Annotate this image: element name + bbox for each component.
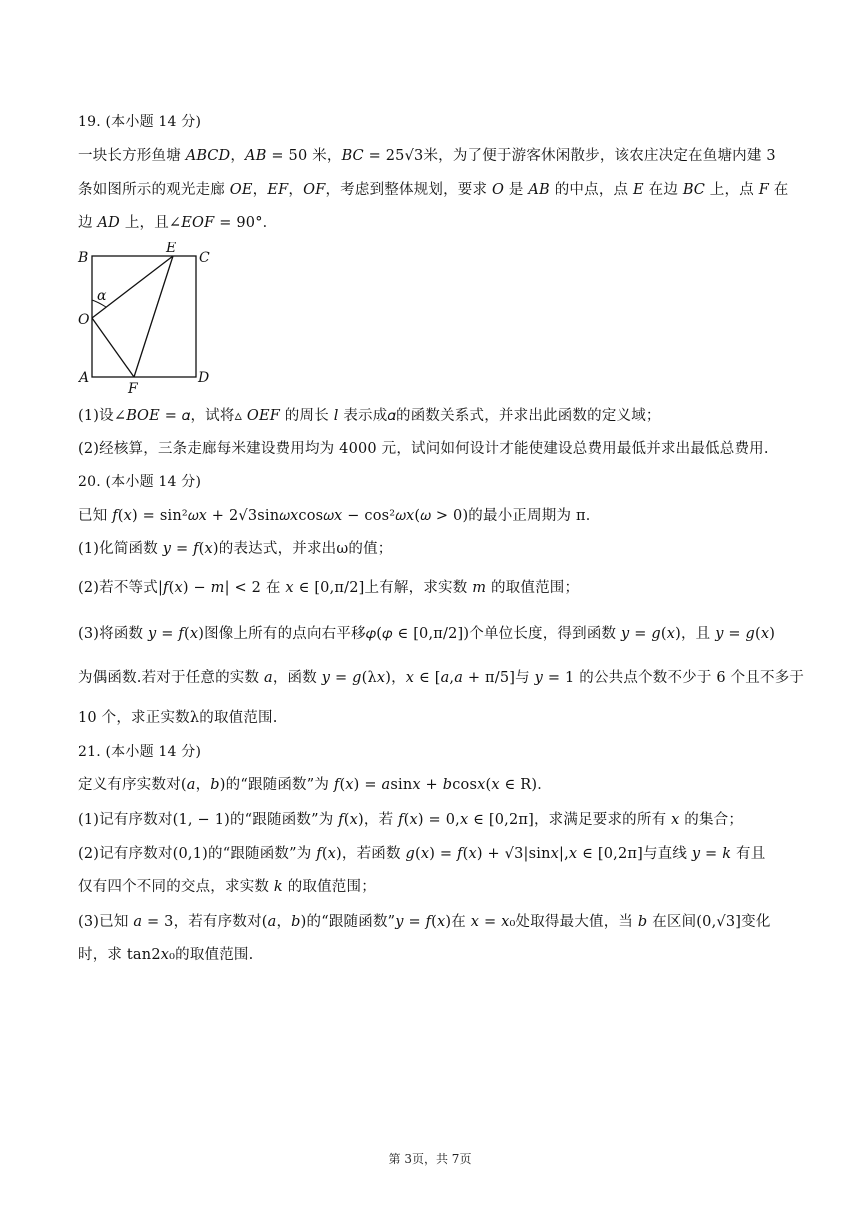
label-b: B: [78, 250, 89, 266]
q21-part-2-line-2: 仅有四个不同的交点，求实数 𝑘 的取值范围；: [78, 879, 376, 895]
page-footer: 第 3页，共 7页: [388, 1152, 472, 1166]
q20-part-1: (1)化简函数 𝑦 = 𝑓(𝑥)的表达式，并求出ω的值；: [78, 541, 393, 557]
label-a: A: [79, 370, 90, 386]
path-oe: [92, 256, 173, 318]
label-f: F: [128, 381, 138, 397]
q20-part-3-line-3: 10 个，求正实数λ的取值范围.: [78, 710, 278, 726]
path-of: [92, 318, 134, 377]
q21-part-1: (1)记有序数对(1, − 1)的“跟随函数”为 𝑓(𝑥)，若 𝑓(𝑥) = 0,𝑥 ∈ [0,2π]，求满足要求的所有 𝑥 的集合；: [78, 812, 744, 828]
pond-rectangle: [92, 256, 196, 377]
q19-stem-line-2: 条如图所示的观光走廊 𝑂𝐸，𝐸𝐹，𝑂𝐹，考虑到整体规划，要求 𝑂 是 𝐴𝐵 的中点，点 𝐸 在边 𝐵𝐶 上，点 𝐹 在: [78, 182, 789, 198]
q19-part-1: (1)设∠𝐵𝑂𝐸 = 𝛼，试将▵ 𝑂𝐸𝐹 的周长 𝑙 表示成𝛼的函数关系式，并求出此函数的定义域；: [78, 408, 661, 424]
q19-title: 19. (本小题 14 分): [78, 114, 202, 130]
q21-stem: 定义有序实数对(𝑎，𝑏)的“跟随函数”为 𝑓(𝑥) = 𝑎sin𝑥 + 𝑏cos𝑥(𝑥 ∈ R)．: [78, 777, 552, 793]
q20-part-2: (2)若不等式|𝑓(𝑥) − 𝑚| < 2 在 𝑥 ∈ [0,π/2]上有解，求实数 𝑚 的取值范围；: [78, 580, 580, 596]
q21-part-3-line-1: (3)已知 𝑎 = 3，若有序数对(𝑎，𝑏)的“跟随函数”𝑦 = 𝑓(𝑥)在 𝑥 = 𝑥₀处取得最大值，当 𝑏 在区间(0,√3]变化: [78, 914, 771, 930]
q19-stem-line-3: 边 𝐴𝐷 上，且∠𝐸𝑂𝐹 = 90°．: [78, 215, 278, 231]
q21-part-2-line-1: (2)记有序数对(0,1)的“跟随函数”为 𝑓(𝑥)，若函数 𝑔(𝑥) = 𝑓(𝑥) + √3|sin𝑥|,𝑥 ∈ [0,2π]与直线 𝑦 = 𝑘 有且: [78, 846, 766, 862]
q19-figure: [74, 242, 234, 398]
q20-stem: 已知 𝑓(𝑥) = sin²𝜔𝑥 + 2√3sin𝜔𝑥cos𝜔𝑥 − cos²𝜔𝑥(𝜔 > 0)的最小正周期为 π．: [78, 508, 601, 524]
q20-title: 20. (本小题 14 分): [78, 474, 202, 490]
label-c: C: [199, 250, 210, 266]
label-e: E: [166, 242, 177, 256]
q20-part-3-line-1: (3)将函数 𝑦 = 𝑓(𝑥)图像上所有的点向右平移𝜑(𝜑 ∈ [0,π/2])个单位长度，得到函数 𝑦 = 𝑔(𝑥)，且 𝑦 = 𝑔(𝑥): [78, 626, 776, 642]
label-alpha: α: [97, 288, 107, 304]
q21-title: 21. (本小题 14 分): [78, 744, 202, 760]
label-o: O: [78, 312, 90, 328]
q19-part-2: (2)经核算，三条走廊每米建设费用均为 4000 元，试问如何设计才能使建设总费用最低并求出最低总费用.: [78, 441, 769, 457]
q19-stem-line-1: 一块长方形鱼塘 𝐴𝐵𝐶𝐷，𝐴𝐵 = 50 米，𝐵𝐶 = 25√3米，为了便于游客休闲散步，该农庄决定在鱼塘内建 3: [78, 148, 776, 164]
q21-part-3-line-2: 时，求 tan2𝑥₀的取值范围.: [78, 947, 254, 963]
path-ef: [134, 256, 173, 377]
q20-part-3-line-2: 为偶函数.若对于任意的实数 𝑎，函数 𝑦 = 𝑔(λ𝑥)，𝑥 ∈ [𝑎,𝑎 + π/5]与 𝑦 = 1 的公共点个数不少于 6 个且不多于: [78, 670, 805, 686]
label-d: D: [198, 370, 210, 386]
